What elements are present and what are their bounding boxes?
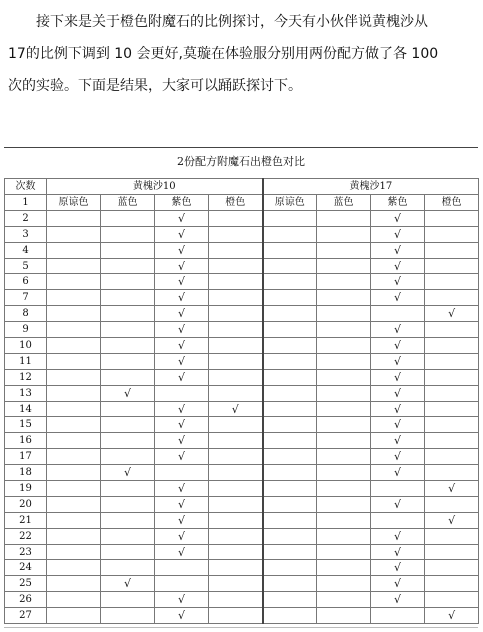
check-mark: √ <box>155 481 209 497</box>
table-row <box>5 274 479 290</box>
result-cell-b <box>317 353 371 369</box>
table-row <box>5 322 479 338</box>
check-mark: √ <box>371 560 425 576</box>
result-cell-b <box>317 560 371 576</box>
table-row <box>5 385 479 401</box>
result-cell-b <box>425 560 479 576</box>
result-cell-a <box>101 338 155 354</box>
row-number: 18 <box>5 465 47 481</box>
result-cell-a <box>101 210 155 226</box>
result-cell-b <box>317 608 371 624</box>
result-cell-b <box>317 226 371 242</box>
result-cell-b <box>425 353 479 369</box>
result-cell-b <box>317 512 371 528</box>
check-mark: √ <box>155 496 209 512</box>
color-header-a-1: 蓝色 <box>101 195 155 211</box>
result-cell-a <box>47 481 101 497</box>
result-cell-b <box>425 226 479 242</box>
result-cell-b <box>317 322 371 338</box>
result-cell-b <box>317 592 371 608</box>
check-mark: √ <box>371 496 425 512</box>
result-cell-a <box>209 258 263 274</box>
result-cell-b <box>425 258 479 274</box>
result-cell-b <box>263 449 317 465</box>
result-cell-b <box>317 481 371 497</box>
result-cell-b <box>263 560 317 576</box>
result-cell-b <box>317 528 371 544</box>
row-number: 16 <box>5 433 47 449</box>
result-cell-a <box>101 322 155 338</box>
check-mark: √ <box>155 449 209 465</box>
result-cell-a <box>101 560 155 576</box>
result-cell-a <box>47 576 101 592</box>
result-cell-a <box>47 433 101 449</box>
result-cell-a <box>209 210 263 226</box>
result-cell-b <box>263 242 317 258</box>
check-mark: √ <box>155 369 209 385</box>
result-cell-b <box>317 338 371 354</box>
result-cell-a <box>101 528 155 544</box>
row-number: 7 <box>5 290 47 306</box>
result-cell-a <box>209 496 263 512</box>
table-row <box>5 290 479 306</box>
result-cell-b <box>425 242 479 258</box>
row-number: 15 <box>5 417 47 433</box>
result-cell-b <box>425 274 479 290</box>
check-mark: √ <box>155 417 209 433</box>
result-cell-b <box>263 385 317 401</box>
result-cell-a <box>209 544 263 560</box>
result-cell-b <box>425 290 479 306</box>
color-header-a-2: 紫色 <box>155 195 209 211</box>
intro-line-1: 接下来是关于橙色附魔石的比例探讨，今天有小伙伴说黄槐沙从 <box>36 14 428 30</box>
result-cell-b <box>425 465 479 481</box>
check-mark: √ <box>101 385 155 401</box>
table-row <box>5 576 479 592</box>
result-cell-a <box>209 385 263 401</box>
result-cell-a <box>209 226 263 242</box>
result-cell-b <box>263 608 317 624</box>
result-cell-a <box>47 274 101 290</box>
table-row <box>5 608 479 624</box>
result-cell-a <box>155 465 209 481</box>
table-row <box>5 226 479 242</box>
table-row <box>5 369 479 385</box>
result-cell-b <box>425 417 479 433</box>
color-header-a-3: 橙色 <box>209 195 263 211</box>
result-cell-a <box>47 338 101 354</box>
row-number: 17 <box>5 449 47 465</box>
result-cell-b <box>425 449 479 465</box>
table-row <box>5 195 479 211</box>
result-cell-b <box>263 481 317 497</box>
result-cell-a <box>47 290 101 306</box>
result-cell-a <box>101 401 155 417</box>
check-mark: √ <box>155 274 209 290</box>
result-cell-a <box>47 385 101 401</box>
check-mark: √ <box>371 322 425 338</box>
result-cell-b <box>425 401 479 417</box>
row-number: 13 <box>5 385 47 401</box>
result-cell-b <box>263 210 317 226</box>
result-cell-a <box>209 465 263 481</box>
check-mark: √ <box>155 290 209 306</box>
check-mark: √ <box>371 226 425 242</box>
row-number: 6 <box>5 274 47 290</box>
result-cell-b <box>263 512 317 528</box>
result-cell-a <box>101 544 155 560</box>
result-cell-b <box>317 274 371 290</box>
result-cell-a <box>209 608 263 624</box>
row-number: 5 <box>5 258 47 274</box>
result-cell-a <box>209 338 263 354</box>
table-title: 2份配方附魔石出橙色对比 <box>4 147 478 178</box>
row-number: 25 <box>5 576 47 592</box>
result-cell-b <box>263 401 317 417</box>
result-cell-b <box>263 465 317 481</box>
result-cell-a <box>47 528 101 544</box>
result-cell-a <box>47 401 101 417</box>
result-cell-a <box>101 512 155 528</box>
row-number: 21 <box>5 512 47 528</box>
result-cell-a <box>47 322 101 338</box>
row-number: 8 <box>5 306 47 322</box>
table-row <box>5 544 479 560</box>
row-number: 3 <box>5 226 47 242</box>
check-mark: √ <box>155 338 209 354</box>
result-cell-b <box>263 433 317 449</box>
result-cell-b <box>425 338 479 354</box>
result-cell-b <box>263 369 317 385</box>
result-cell-a <box>209 449 263 465</box>
result-cell-b <box>317 210 371 226</box>
result-cell-b <box>425 592 479 608</box>
table-row <box>5 592 479 608</box>
table-row <box>5 465 479 481</box>
check-mark: √ <box>425 608 479 624</box>
row-number: 9 <box>5 322 47 338</box>
result-cell-a <box>101 433 155 449</box>
row-number: 19 <box>5 481 47 497</box>
row-number: 12 <box>5 369 47 385</box>
result-cell-b <box>317 369 371 385</box>
check-mark: √ <box>371 385 425 401</box>
result-cell-a <box>101 449 155 465</box>
result-cell-a <box>101 258 155 274</box>
table-row <box>5 433 479 449</box>
row-number: 14 <box>5 401 47 417</box>
table-row <box>5 306 479 322</box>
row-number: 24 <box>5 560 47 576</box>
result-cell-b <box>263 258 317 274</box>
result-cell-b <box>425 385 479 401</box>
result-cell-a <box>47 369 101 385</box>
check-mark: √ <box>155 433 209 449</box>
check-mark: √ <box>371 338 425 354</box>
result-cell-b <box>317 576 371 592</box>
result-cell-b <box>371 481 425 497</box>
check-mark: √ <box>371 417 425 433</box>
result-cell-a <box>155 385 209 401</box>
result-cell-a <box>209 433 263 449</box>
result-cell-b <box>371 306 425 322</box>
table-row <box>5 512 479 528</box>
result-cell-b <box>263 290 317 306</box>
result-cell-b <box>317 290 371 306</box>
check-mark: √ <box>371 353 425 369</box>
row-number: 10 <box>5 338 47 354</box>
check-mark: √ <box>371 592 425 608</box>
result-cell-b <box>317 258 371 274</box>
count-header: 次数 <box>5 179 47 195</box>
result-cell-a <box>155 560 209 576</box>
result-cell-a <box>101 274 155 290</box>
result-cell-b <box>263 528 317 544</box>
color-header-a-0: 原谅色 <box>47 195 101 211</box>
check-mark: √ <box>209 401 263 417</box>
check-mark: √ <box>155 512 209 528</box>
result-cell-b <box>425 544 479 560</box>
result-cell-a <box>209 322 263 338</box>
result-cell-a <box>101 608 155 624</box>
table-row <box>5 449 479 465</box>
result-cell-a <box>47 210 101 226</box>
table-body <box>5 195 479 624</box>
result-cell-a <box>209 417 263 433</box>
result-cell-a <box>209 369 263 385</box>
color-header-b-1: 蓝色 <box>317 195 371 211</box>
result-cell-b <box>263 417 317 433</box>
result-cell-b <box>425 528 479 544</box>
group-b-header: 黄槐沙17 <box>263 179 479 195</box>
table-row <box>5 560 479 576</box>
result-cell-a <box>101 353 155 369</box>
check-mark: √ <box>371 290 425 306</box>
result-cell-a <box>101 417 155 433</box>
table-row <box>5 338 479 354</box>
check-mark: √ <box>425 481 479 497</box>
row-number: 1 <box>5 195 47 211</box>
result-cell-b <box>425 433 479 449</box>
row-number: 27 <box>5 608 47 624</box>
check-mark: √ <box>155 353 209 369</box>
result-cell-a <box>209 274 263 290</box>
check-mark: √ <box>155 322 209 338</box>
row-number: 20 <box>5 496 47 512</box>
result-cell-b <box>371 608 425 624</box>
result-cell-a <box>47 465 101 481</box>
result-cell-b <box>425 369 479 385</box>
table-row <box>5 417 479 433</box>
result-cell-a <box>101 226 155 242</box>
row-number: 23 <box>5 544 47 560</box>
check-mark: √ <box>371 401 425 417</box>
result-cell-a <box>47 258 101 274</box>
check-mark: √ <box>155 258 209 274</box>
result-cell-b <box>263 353 317 369</box>
intro-line-2: 17的比例下调到 10 会更好,莫璇在体验服分别用两份配方做了各 100 <box>8 46 439 62</box>
table-row <box>5 481 479 497</box>
result-cell-b <box>263 274 317 290</box>
result-cell-a <box>155 576 209 592</box>
result-cell-a <box>47 226 101 242</box>
result-cell-a <box>47 544 101 560</box>
result-cell-b <box>317 242 371 258</box>
row-number: 11 <box>5 353 47 369</box>
intro-line-3: 次的实验。下面是结果，大家可以踊跃探讨下。 <box>8 78 302 94</box>
result-cell-a <box>101 242 155 258</box>
result-cell-a <box>101 290 155 306</box>
result-cell-b <box>317 401 371 417</box>
result-cell-a <box>101 496 155 512</box>
group-a-header: 黄槐沙10 <box>47 179 263 195</box>
result-cell-b <box>317 496 371 512</box>
result-cell-b <box>317 417 371 433</box>
check-mark: √ <box>155 226 209 242</box>
check-mark: √ <box>371 465 425 481</box>
result-cell-b <box>317 385 371 401</box>
result-cell-b <box>317 465 371 481</box>
result-cell-a <box>47 496 101 512</box>
result-cell-a <box>209 306 263 322</box>
check-mark: √ <box>155 306 209 322</box>
check-mark: √ <box>371 210 425 226</box>
result-cell-a <box>209 512 263 528</box>
result-cell-b <box>317 433 371 449</box>
check-mark: √ <box>371 369 425 385</box>
check-mark: √ <box>101 465 155 481</box>
check-mark: √ <box>425 306 479 322</box>
result-cell-a <box>101 592 155 608</box>
check-mark: √ <box>155 242 209 258</box>
result-cell-b <box>263 306 317 322</box>
table-row <box>5 353 479 369</box>
result-cell-a <box>209 592 263 608</box>
check-mark: √ <box>155 210 209 226</box>
row-number: 2 <box>5 210 47 226</box>
check-mark: √ <box>371 544 425 560</box>
row-number: 22 <box>5 528 47 544</box>
page-bottom-rule <box>4 627 478 628</box>
result-cell-b <box>425 576 479 592</box>
result-cell-b <box>263 496 317 512</box>
result-cell-a <box>209 242 263 258</box>
result-cell-b <box>263 592 317 608</box>
check-mark: √ <box>371 528 425 544</box>
result-cell-b <box>425 210 479 226</box>
check-mark: √ <box>155 528 209 544</box>
table-group-header-row <box>5 179 479 195</box>
result-cell-b <box>317 449 371 465</box>
result-cell-b <box>263 226 317 242</box>
intro-text <box>8 6 478 102</box>
check-mark: √ <box>371 433 425 449</box>
result-cell-a <box>47 353 101 369</box>
result-cell-b <box>263 576 317 592</box>
result-cell-a <box>47 512 101 528</box>
result-cell-b <box>263 322 317 338</box>
result-cell-b <box>371 512 425 528</box>
check-mark: √ <box>101 576 155 592</box>
result-cell-b <box>425 322 479 338</box>
color-header-b-3: 橙色 <box>425 195 479 211</box>
check-mark: √ <box>371 449 425 465</box>
check-mark: √ <box>371 258 425 274</box>
result-cell-a <box>101 306 155 322</box>
result-cell-a <box>47 306 101 322</box>
result-cell-a <box>47 560 101 576</box>
table-row <box>5 401 479 417</box>
result-cell-a <box>209 290 263 306</box>
color-header-b-0: 原谅色 <box>263 195 317 211</box>
table-row <box>5 528 479 544</box>
row-number: 4 <box>5 242 47 258</box>
color-header-b-2: 紫色 <box>371 195 425 211</box>
comparison-table <box>4 178 479 624</box>
result-cell-a <box>47 592 101 608</box>
check-mark: √ <box>155 401 209 417</box>
result-cell-a <box>101 369 155 385</box>
table-row <box>5 258 479 274</box>
check-mark: √ <box>425 512 479 528</box>
result-cell-a <box>209 576 263 592</box>
result-cell-a <box>47 449 101 465</box>
result-cell-a <box>209 560 263 576</box>
result-cell-b <box>425 496 479 512</box>
result-cell-b <box>263 544 317 560</box>
result-cell-b <box>317 544 371 560</box>
check-mark: √ <box>155 608 209 624</box>
result-cell-a <box>209 353 263 369</box>
check-mark: √ <box>371 576 425 592</box>
result-cell-b <box>263 338 317 354</box>
check-mark: √ <box>371 274 425 290</box>
result-cell-b <box>317 306 371 322</box>
result-cell-a <box>47 417 101 433</box>
result-cell-a <box>47 242 101 258</box>
result-cell-a <box>209 481 263 497</box>
result-cell-a <box>47 608 101 624</box>
check-mark: √ <box>371 242 425 258</box>
comparison-table-block <box>4 147 478 624</box>
check-mark: √ <box>155 544 209 560</box>
result-cell-a <box>101 481 155 497</box>
table-row <box>5 210 479 226</box>
check-mark: √ <box>155 592 209 608</box>
result-cell-a <box>209 528 263 544</box>
row-number: 26 <box>5 592 47 608</box>
table-row <box>5 496 479 512</box>
table-row <box>5 242 479 258</box>
